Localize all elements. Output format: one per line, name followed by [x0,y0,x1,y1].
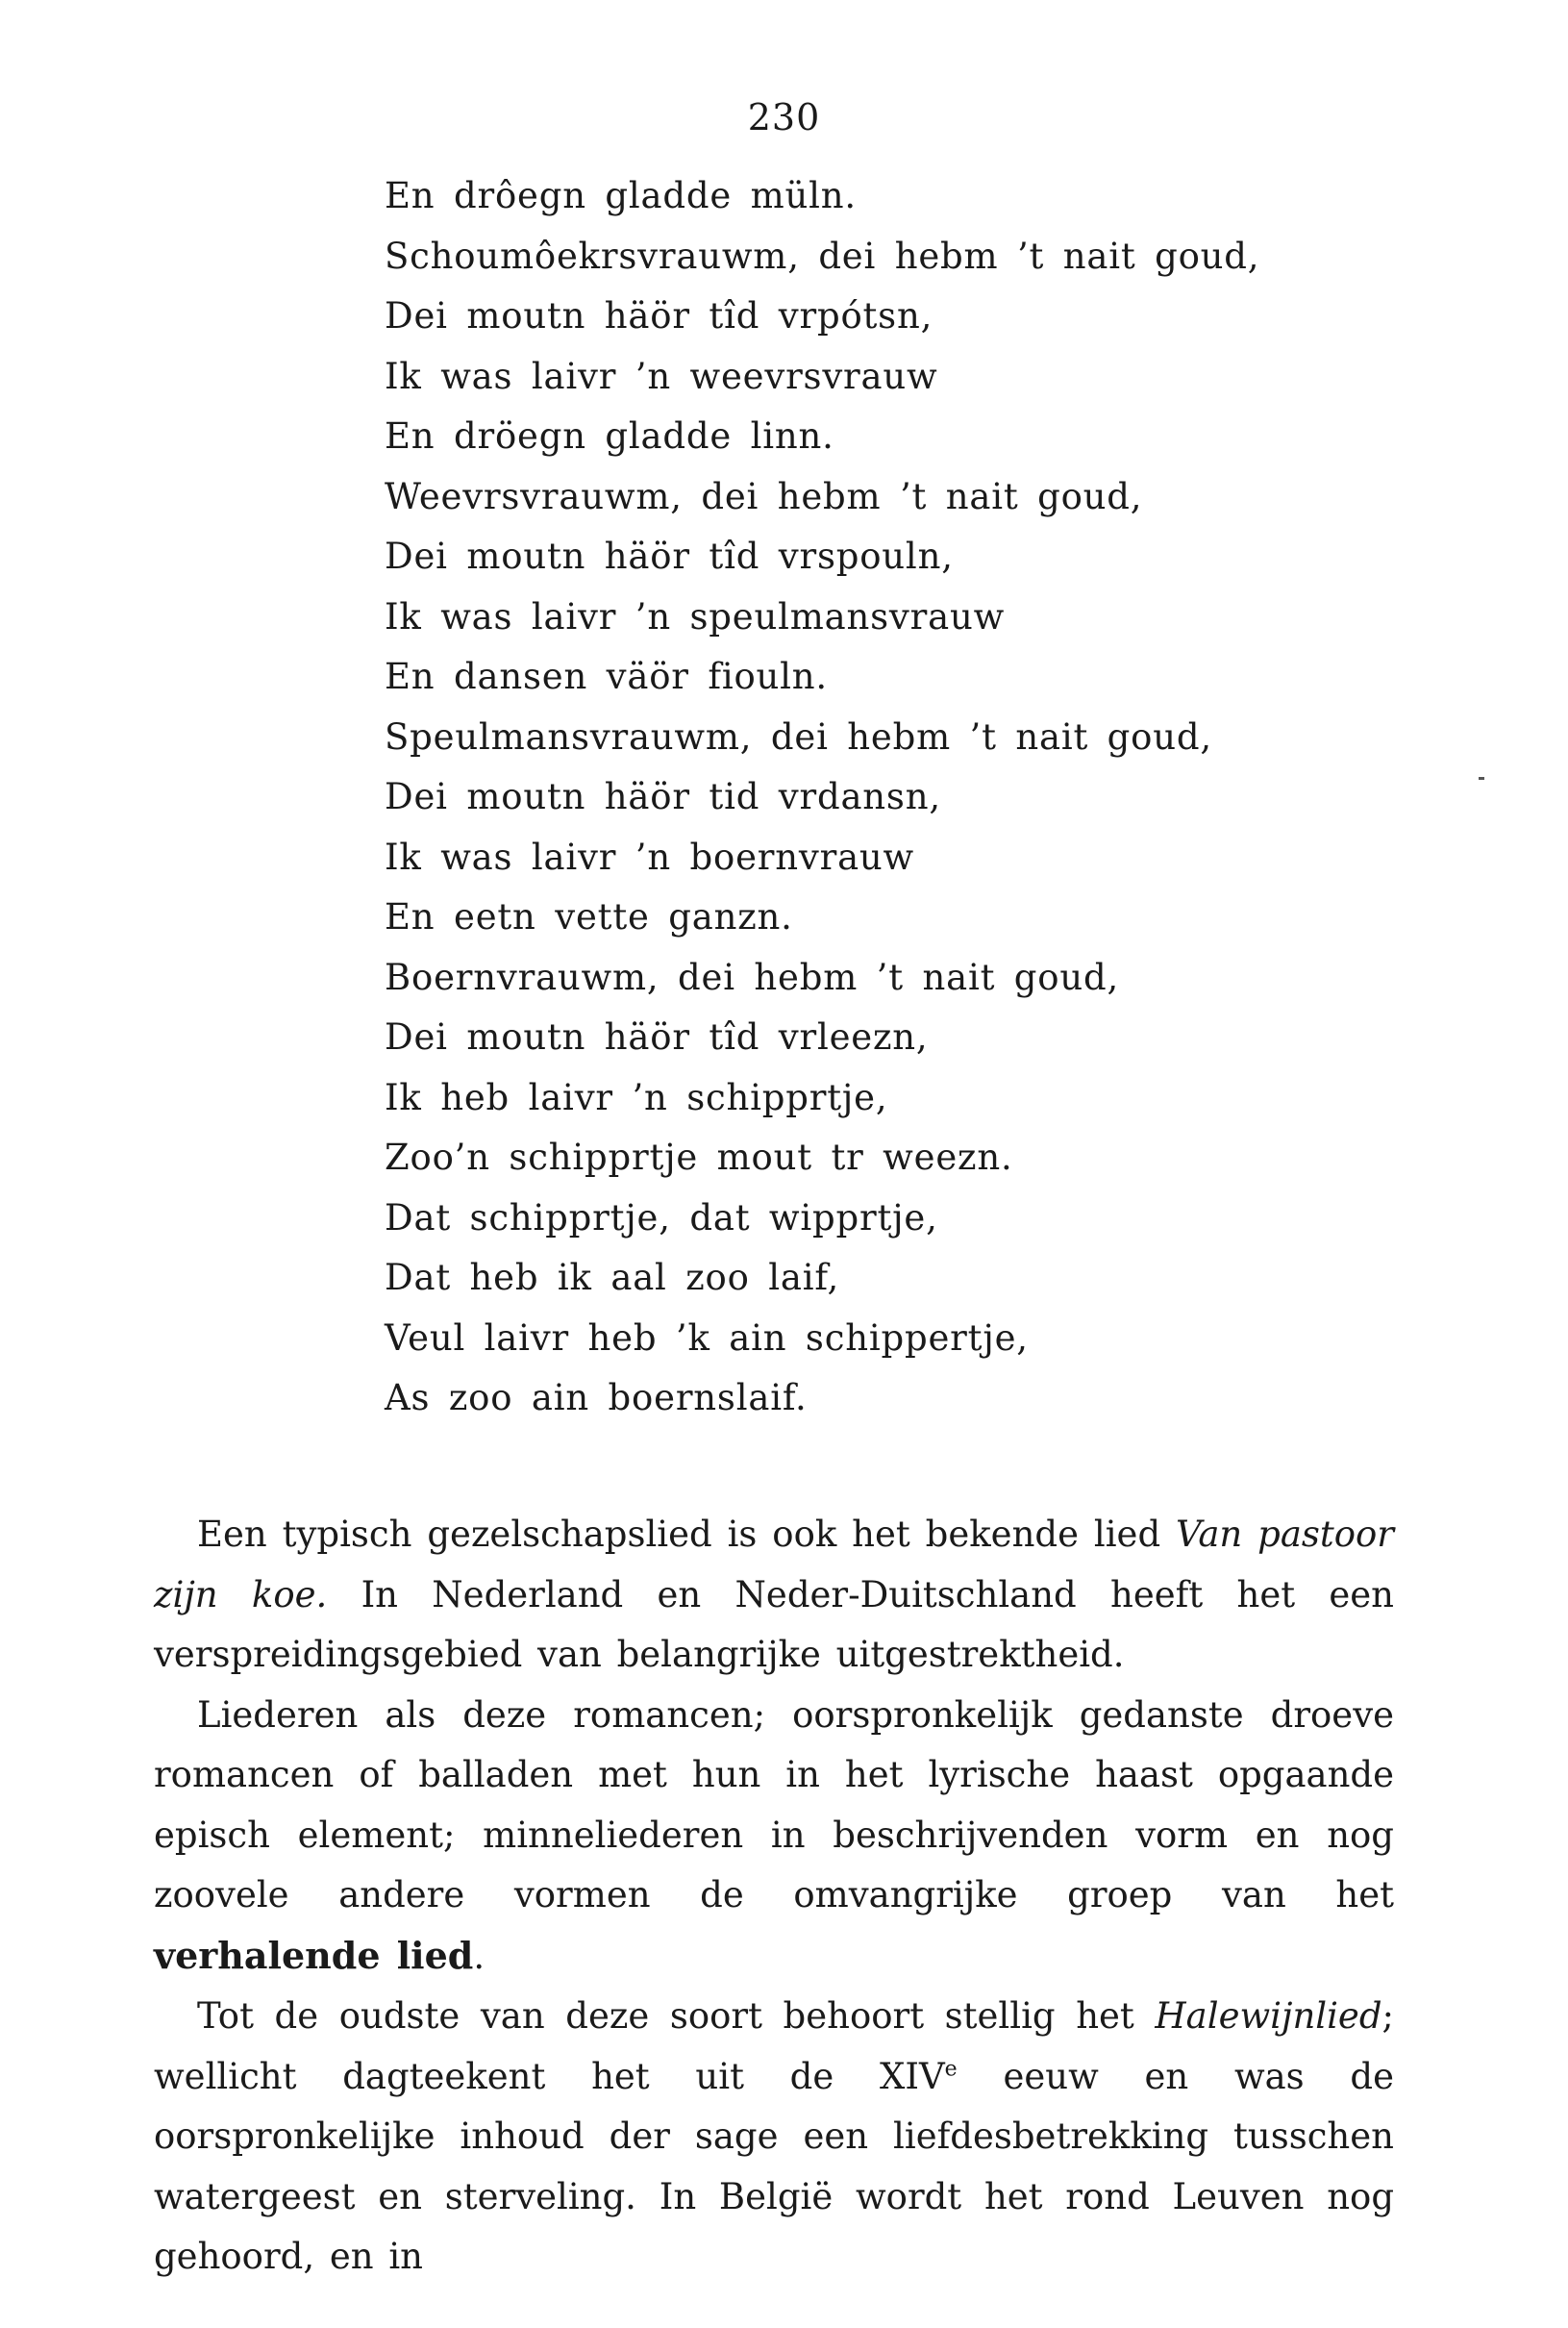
paragraph-gezelschapslied [154,1505,1394,1686]
paragraph-text: eeuw en was de oorspronkelijke inhoud der sage een liefdesbetrekking tusschen watergeest en sterveling. In België wordt het rond Leuven nog gehoord, en in [154,2055,1394,2277]
poem-line: Dei moutn häör tîd vrleezn, [385,1016,929,1058]
paragraph-text: . [473,1935,485,1977]
poem-line: Dei moutn häör tîd vrspouln, [385,536,954,577]
paragraph-text: Liederen als deze romancen; oorspronkelijk gedanste droeve romancen of balladen met hun in het lyrische haast opgaande episch element; minneliederen in beschrijvenden vorm en nog zoovele andere vormen de omvangrijke groep van het [154,1693,1394,1915]
poem-line: Zoo’n schipprtje mout tr weezn. [385,1137,1013,1178]
century-superscript: e [944,2057,958,2082]
paragraph-text: ; wellicht dagteekent het uit de XIV [154,1995,1394,2097]
song-title: Van pastoor zijn koe. [154,1514,1394,1615]
poem-line: Dei moutn häör tîd vrpótsn, [385,295,933,337]
song-title: Halewijnlied [1155,1995,1382,2037]
poem-line: Schoumôekrsvrauwm, dei hebm ’t nait goud, [385,235,1260,277]
paragraph-text: Tot de oudste van deze soort behoort stellig het [197,1995,1156,2037]
poem-line: Ik was laivr ’n weevrsvrauw [385,355,938,397]
poem-line: Dat heb ik aal zoo laif, [385,1257,840,1298]
prose-body [154,1505,1394,2288]
poem-line: Ik heb laivr ’n schipprtje, [385,1076,888,1118]
poem-line: Ik was laivr ’n speulmansvrauw [385,595,1006,638]
poem-line: Speulmansvrauwm, dei hebm ’t nait goud, [385,715,1212,758]
paragraph-verhalende-lied [154,1686,1394,1988]
paragraph-text: In Nederland en Neder-Duitschland heeft het een verspreidingsgebied van belangrijke uitgestrektheid. [154,1573,1394,1675]
poem-line: Dat schipprtje, dat wipprtje, [385,1196,938,1239]
paragraph-text: Een typisch gezelschapslied is ook het bekende lied [197,1514,1177,1555]
page-number: 230 [747,96,821,138]
poem-line: Dei moutn häör tid vrdansn, [385,776,941,817]
poem-line: En dröegn gladde linn. [385,415,834,457]
paragraph-halewijnlied [154,1987,1394,2288]
margin-mark [1479,777,1484,780]
poem-line: As zoo ain boernslaif. [385,1377,808,1418]
poem-line: Veul laivr heb ’k ain schippertje, [385,1316,1029,1359]
poem-line: Weevrsvrauwm, dei hebm ’t nait goud, [385,475,1143,517]
poem [385,166,1346,1429]
poem-line: En dansen väör fiouln. [385,656,828,697]
poem-line: Boernvrauwm, dei hebm ’t nait goud, [385,956,1120,998]
poem-line: En drôegn gladde müln. [385,175,857,216]
poem-line: Ik was laivr ’n boernvrauw [385,836,915,878]
poem-line: En eetn vette ganzn. [385,896,793,938]
bold-term: verhalende lied [154,1933,474,1977]
